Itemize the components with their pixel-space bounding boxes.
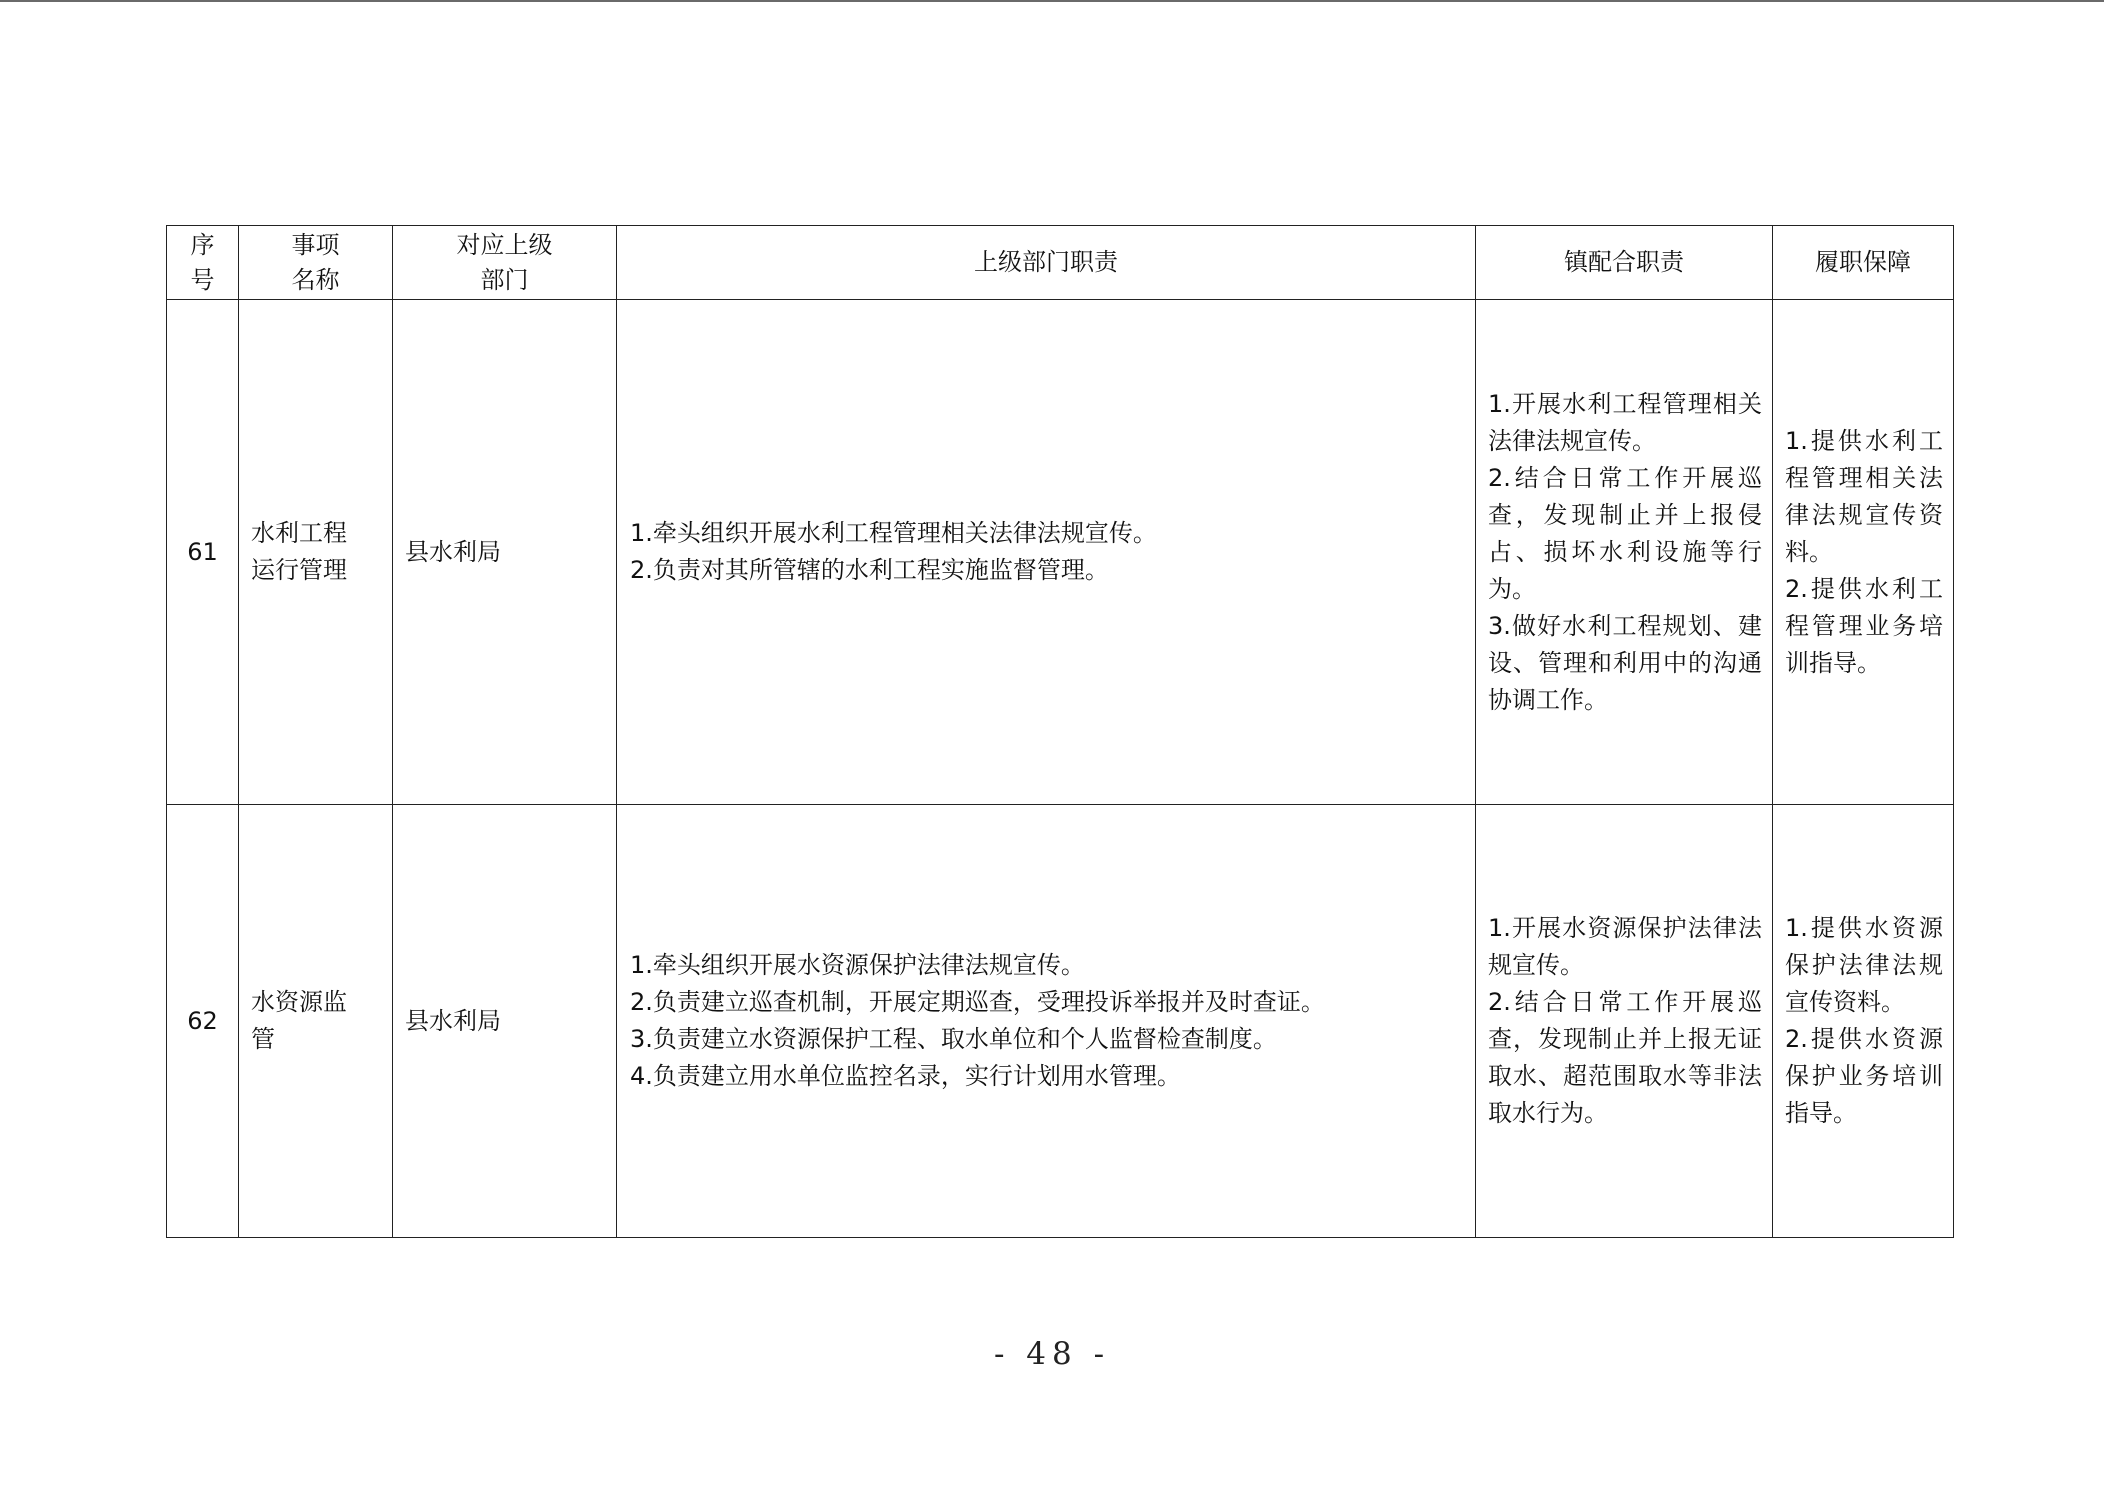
town-duty-item: 1.开展水资源保护法律法规宣传。 (1488, 914, 1762, 979)
top-border-line (0, 0, 2104, 2)
table-row (167, 300, 1954, 805)
header-item-name-line: 名称 (291, 265, 340, 294)
town-duty-item: 2.结合日常工作开展巡查，发现制止并上报侵占、损坏水利设施等行为。 (1488, 463, 1762, 603)
header-town-duties: 镇配合职责 (1476, 226, 1773, 300)
page-number: - 48 - (993, 1336, 1111, 1372)
header-item-name-line: 事项 (291, 230, 340, 259)
header-higher-duties: 上级部门职责 (617, 226, 1476, 300)
item-name-line: 水利工程 (251, 519, 347, 547)
header-higher-dept (393, 226, 617, 300)
item-name (239, 805, 393, 1238)
header-higher-dept-line: 部门 (480, 265, 529, 294)
guarantee-item: 2.提供水利工程管理业务培训指导。 (1785, 574, 1943, 677)
table-row (167, 805, 1954, 1238)
header-no-line: 序 (190, 230, 215, 259)
item-name-line: 水资源监 (251, 988, 347, 1016)
header-no (167, 226, 239, 300)
header-guarantee: 履职保障 (1773, 226, 1954, 300)
higher-duty-item: 1.牵头组织开展水利工程管理相关法律法规宣传。 (630, 519, 1157, 547)
item-name-line: 管 (251, 1025, 275, 1053)
guarantee (1773, 805, 1954, 1238)
table-header-row (167, 226, 1954, 300)
header-item-name (239, 226, 393, 300)
higher-duty-item: 3.负责建立水资源保护工程、取水单位和个人监督检查制度。 (630, 1025, 1277, 1053)
item-name-line: 运行管理 (251, 556, 347, 584)
duty-table (166, 225, 1954, 1238)
guarantee-item: 1.提供水利工程管理相关法律法规宣传资料。 (1785, 426, 1943, 566)
header-higher-dept-line: 对应上级 (456, 230, 553, 259)
row-number: 62 (167, 805, 239, 1238)
guarantee (1773, 300, 1954, 805)
town-duties (1476, 805, 1773, 1238)
higher-duties (617, 805, 1476, 1238)
higher-dept: 县水利局 (393, 805, 617, 1238)
higher-dept: 县水利局 (393, 300, 617, 805)
town-duty-item: 2.结合日常工作开展巡查，发现制止并上报无证取水、超范围取水等非法取水行为。 (1488, 988, 1762, 1127)
higher-duties (617, 300, 1476, 805)
higher-duty-item: 2.负责建立巡查机制，开展定期巡查，受理投诉举报并及时查证。 (630, 988, 1325, 1016)
guarantee-item: 1.提供水资源保护法律法规宣传资料。 (1785, 914, 1943, 1016)
guarantee-item: 2.提供水资源保护业务培训指导。 (1785, 1025, 1943, 1127)
item-name (239, 300, 393, 805)
header-no-line: 号 (190, 265, 215, 294)
higher-duty-item: 1.牵头组织开展水资源保护法律法规宣传。 (630, 951, 1085, 979)
town-duties (1476, 300, 1773, 805)
town-duty-item: 1.开展水利工程管理相关法律法规宣传。 (1488, 389, 1762, 455)
higher-duty-item: 2.负责对其所管辖的水利工程实施监督管理。 (630, 556, 1109, 584)
town-duty-item: 3.做好水利工程规划、建设、管理和利用中的沟通协调工作。 (1488, 611, 1762, 714)
row-number: 61 (167, 300, 239, 805)
higher-duty-item: 4.负责建立用水单位监控名录，实行计划用水管理。 (630, 1062, 1181, 1090)
